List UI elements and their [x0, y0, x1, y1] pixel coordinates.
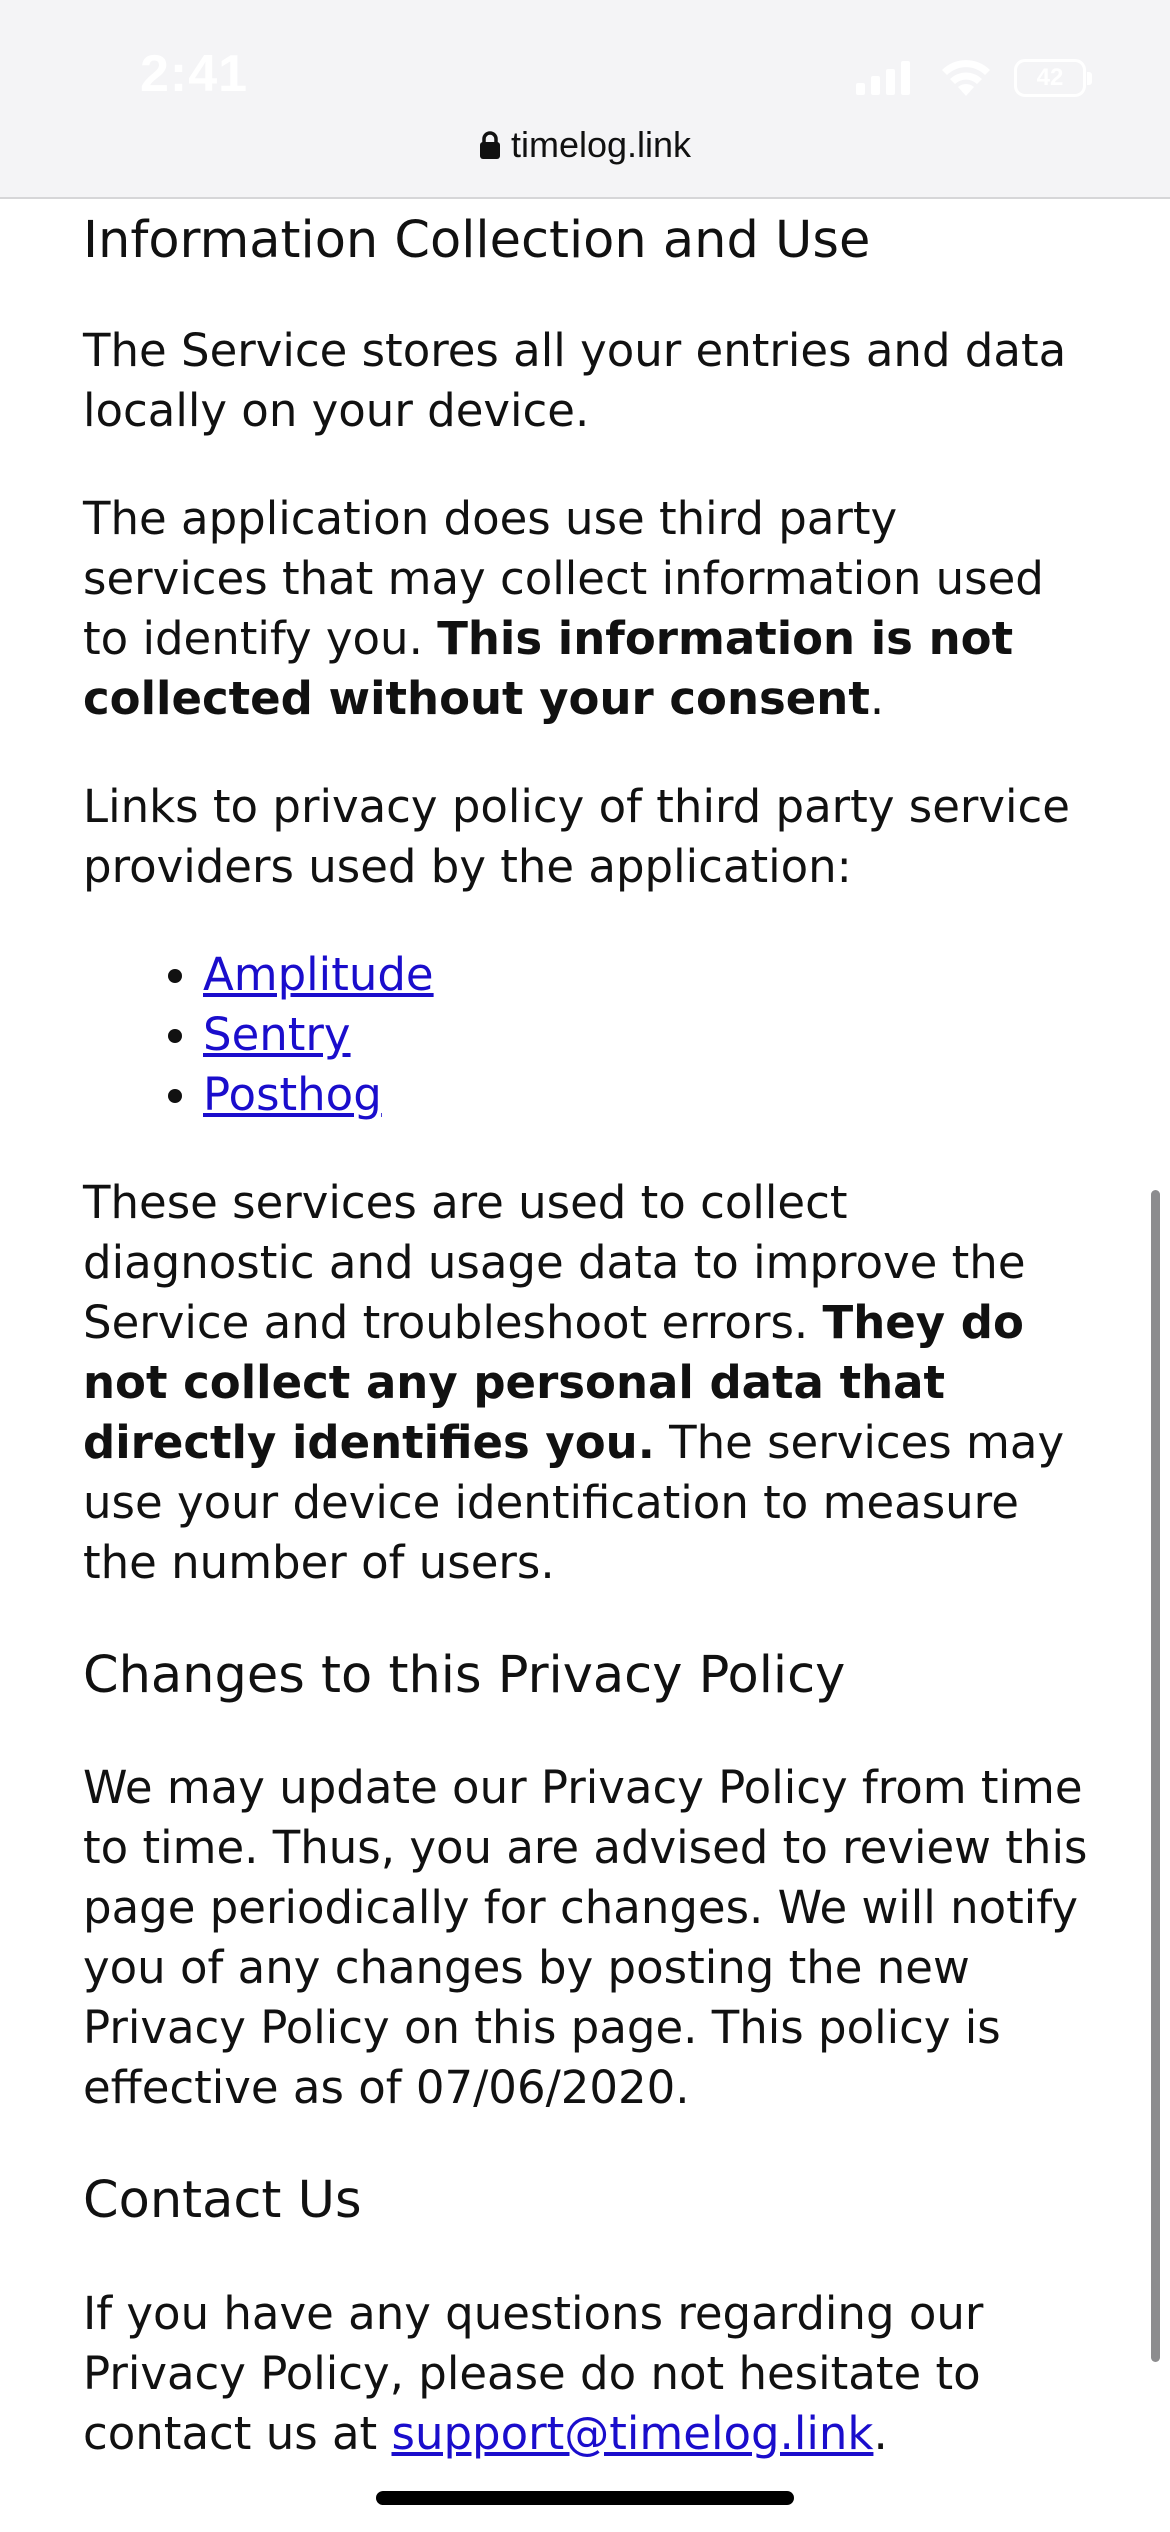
heading-contact: Contact Us [83, 2171, 362, 2231]
battery-icon [1014, 59, 1086, 97]
services-end: The services may use your device identification to measure the number of users. [83, 1416, 1065, 1590]
paragraph-changes: We may update our Privacy Policy from time to time. Thus, you are advised to review this page periodically for changes. We will notify you of any changes by posting the new Privacy Policy on this page. This policy is effective as of 07/06/2020. [83, 1761, 1088, 2115]
contact-text: If you have any questions regarding our Privacy Policy, please do not hesitate to contact us at [83, 2286, 984, 2460]
heading-changes: Changes to this Privacy Policy [83, 1646, 846, 1706]
cellular-signal-icon [856, 61, 916, 95]
wifi-icon [940, 58, 992, 98]
services-text: These services are used to collect diagnostic and usage data to improve the Service and troubleshoot errors. [83, 1176, 1026, 1350]
paragraph-links-intro: Links to privacy policy of third party service providers used by the application: [83, 780, 1070, 894]
browser-top-bar [0, 0, 1170, 199]
amplitude-link[interactable]: Amplitude [203, 948, 434, 1002]
posthog-link[interactable]: Posthog [203, 1068, 382, 1122]
url-text: timelog.link [510, 124, 692, 165]
paragraph-contact [83, 2284, 1093, 2464]
status-time: 2:41 [140, 45, 249, 103]
privacy-policy-content [83, 200, 1093, 2464]
list-item [203, 1005, 1093, 1065]
home-indicator[interactable] [376, 2491, 794, 2505]
sentry-link[interactable]: Sentry [203, 1008, 351, 1062]
support-email-link[interactable]: support@timelog.link [391, 2406, 874, 2460]
consent-statement: This information is not collected without your consent [83, 612, 1014, 726]
list-item [203, 945, 1093, 1005]
status-icons [856, 56, 1086, 100]
third-party-end: . [869, 672, 885, 726]
provider-link-list [83, 945, 1093, 1125]
contact-end: . [873, 2406, 888, 2460]
address-bar[interactable] [0, 124, 1170, 166]
scrollbar[interactable] [1151, 1190, 1160, 2362]
list-item [203, 1065, 1093, 1125]
lock-icon [479, 130, 501, 160]
paragraph-services-usage [83, 1173, 1093, 1593]
battery-level: 42 [1036, 64, 1064, 91]
paragraph-local-storage: The Service stores all your entries and data locally on your device. [83, 324, 1067, 438]
third-party-text: The application does use third party services that may collect information used to identify you. [83, 492, 1044, 666]
no-personal-data-statement: They do not collect any personal data that directly identifies you. [83, 1296, 1024, 1470]
paragraph-third-party [83, 489, 1093, 729]
heading-information-collection: Information Collection and Use [83, 211, 871, 270]
